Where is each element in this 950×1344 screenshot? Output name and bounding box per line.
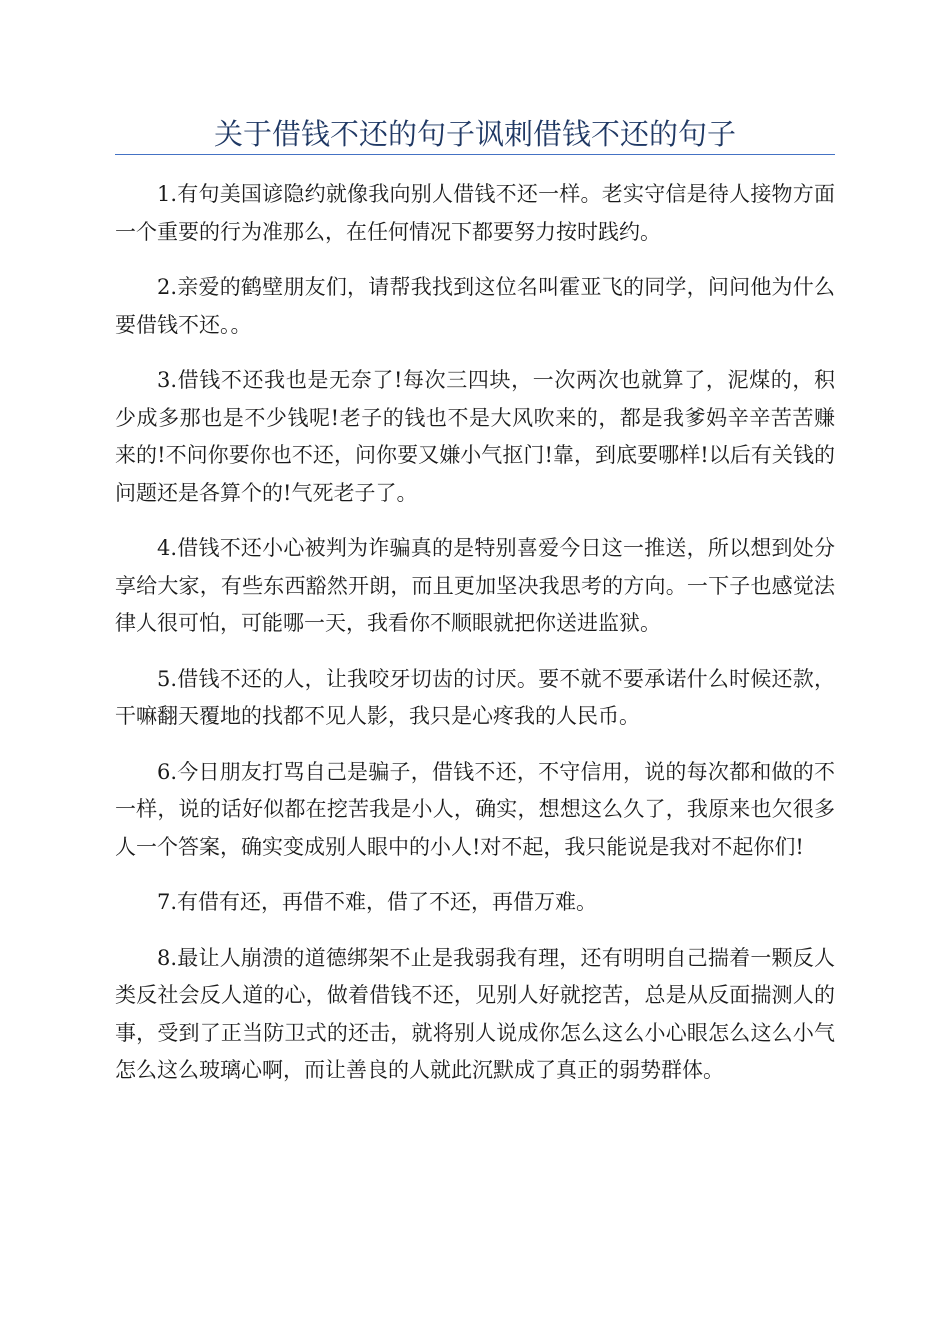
paragraph-1: 1.有句美国谚隐约就像我向别人借钱不还一样。老实守信是待人接物方面一个重要的行为准那么，在任何情况下都要努力按时践约。 bbox=[115, 182, 835, 244]
paragraph-2: 2.亲爱的鹤壁朋友们，请帮我找到这位名叫霍亚飞的同学，问问他为什么要借钱不还。。 bbox=[115, 275, 835, 337]
paragraph-7: 7.有借有还，再借不难，借了不还，再借万难。 bbox=[157, 890, 598, 914]
paragraph-3: 3.借钱不还我也是无奈了!每次三四块，一次两次也就算了，泥煤的，积少成多那也是不少钱呢!老子的钱也不是大风吹来的，都是我爹妈辛辛苦苦赚来的!不问你要你也不还，问你要又嫌小气抠门!靠，到底要哪样!以后有关钱的问题还是各算个的!气死老子了。 bbox=[115, 368, 835, 505]
paragraph-5: 5.借钱不还的人，让我咬牙切齿的讨厌。要不就不要承诺什么时候还款，干嘛翻天覆地的找都不见人影，我只是心疼我的人民币。 bbox=[115, 666, 835, 728]
paragraph-4: 4.借钱不还小心被判为诈骗真的是特别喜爱今日这一推送，所以想到处分享给大家，有些东西豁然开朗，而且更加坚决我思考的方向。一下子也感觉法律人很可怕，可能哪一天，我看你不顺眼就把你送进监狱。 bbox=[115, 536, 835, 635]
document-body bbox=[115, 176, 835, 1108]
title-underline bbox=[115, 154, 835, 155]
paragraph-6: 6.今日朋友打骂自己是骗子，借钱不还，不守信用，说的每次都和做的不一样，说的话好似都在挖苦我是小人，确实，想想这么久了，我原来也欠很多人一个答案，确实变成别人眼中的小人!对不起，我只能说是我对不起你们! bbox=[115, 759, 835, 859]
paragraph-8: 8.最让人崩溃的道德绑架不止是我弱我有理，还有明明自己揣着一颗反人类反社会反人道的心，做着借钱不还，见别人好就挖苦，总是从反面揣测人的事，受到了正当防卫式的还击，就将别人说成你怎么这么小心眼怎么这么小气怎么这么玻璃心啊，而让善良的人就此沉默成了真正的弱势群体。 bbox=[115, 945, 835, 1082]
document-title: 关于借钱不还的句子讽刺借钱不还的句子 bbox=[213, 117, 736, 151]
